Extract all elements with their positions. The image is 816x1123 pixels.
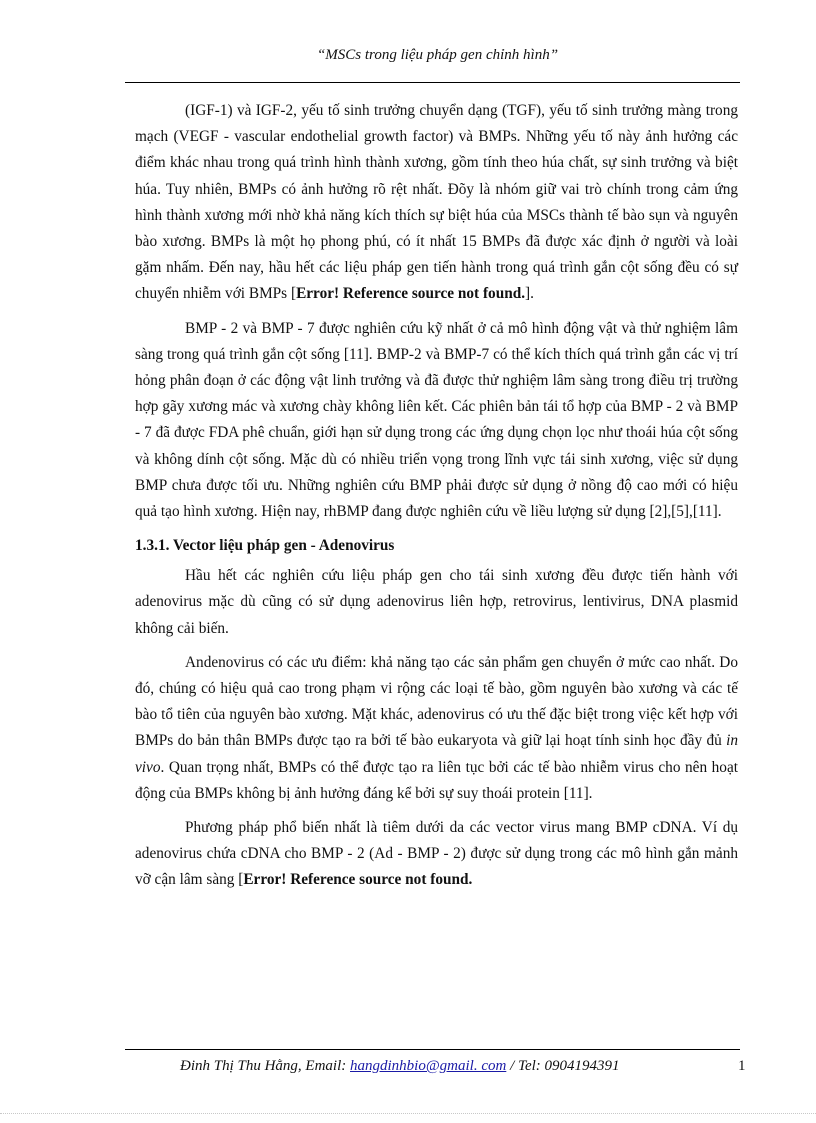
paragraph-growth-factors (135, 98, 738, 308)
header-rule (125, 82, 740, 83)
page-footer (180, 1058, 700, 1075)
page-header-title: “MSCs trong liệu pháp gen chỉnh hình” (316, 47, 559, 63)
italic-term: in vivo (135, 732, 738, 776)
paragraph-adenovirus-advantages (135, 650, 738, 807)
paragraph-bmp2-bmp7: BMP - 2 và BMP - 7 được nghiên cứu kỹ nhất ở cả mô hình động vật và thử nghiệm lâm sàng trong quá trình gắn cột sống [11]. BMP-2 và BMP-7 có thể kích thích quá trình gắn các vị trí hỏng phân đoạn ở các động vật linh trưởng và đã được thử nghiệm lâm sàng trong điều trị trường hợp gãy xương mác và xương chày không liên kết. Các phiên bản tái tổ hợp của BMP - 2 và BMP - 7 đã được FDA phê chuẩn, giới hạn sử dụng trong các ứng dụng chọn lọc như thoái húa cột sống và không dính cột sống. Mặc dù có nhiều triển vọng trong lĩnh vực tái sinh xương, việc sử dụng BMP chưa được tối ưu. Những nghiên cứu BMP phải được sử dụng ở nồng độ cao mới có hiệu quả tạo hình xương. Hiện nay, rhBMP đang được nghiên cứu về liều lượng sử dụng [2],[5],[11]. (135, 319, 738, 521)
paragraph-text: Andenovirus có các ưu điểm: khả năng tạo các sản phẩm gen chuyển ở mức cao nhất. Do đó, chúng có hiệu quả cao trong phạm vi rộng các loại tế bào, gồm nguyên bào xương và các tế bào tổ tiên của nguyên bào xương. Mặt khác, adenovirus có ưu thế đặc biệt trong việc kết hợp với BMPs do bản thân BMPs được tạo ra bởi tế bào eukaryota và giữ lại hoạt tính sinh học đầy đủ (135, 653, 738, 750)
page-number: 1 (738, 1058, 746, 1074)
paragraph-text: ]. (525, 285, 534, 303)
footer-tel: / Tel: 0904194391 (506, 1058, 620, 1074)
paragraph-adenovirus-research: Hầu hết các nghiên cứu liệu pháp gen cho tái sinh xương đều được tiến hành với adenovirus mặc dù cũng có sử dụng adenovirus liên hợp, retrovirus, lentivirus, DNA plasmid không cải biến. (135, 567, 738, 637)
section-heading: 1.3.1. Vector liệu pháp gen - Adenovirus (135, 537, 395, 555)
paragraph-text: Phương pháp phổ biến nhất là tiêm dưới da các vector virus mang BMP cDNA. Ví dụ adenovirus chứa cDNA cho BMP - 2 (Ad - BMP - 2) được sử dụng trong các mô hình gắn mảnh vỡ cận lâm sàng [ (135, 819, 738, 889)
paragraph-text: . Quan trọng nhất, BMPs có thể được tạo ra liên tục bởi các tế bào nhiễm virus cho nên hoạt động của BMPs không bị ảnh hưởng đáng kể bởi sự suy thoái protein [11]. (135, 758, 738, 802)
paragraph-text: (IGF-1) và IGF-2, yếu tố sinh trưởng chuyển dạng (TGF), yếu tố sinh trưởng màng trong mạch (VEGF - vascular endothelial growth factor) và BMPs. Những yếu tố này ảnh hưởng các điểm khác nhau trong quá trình hình thành xương, gồm tính theo húa chất, sự sinh trưởng và biệt húa. Tuy nhiên, BMPs có ảnh hưởng rõ rệt nhất. Đõy là nhóm giữ vai trò chính trong cảm ứng hình thành xương mới nhờ khả năng kích thích sự biệt húa của MSCs thành tế bào sụn và nguyên bào xương. BMPs là một họ phong phú, có ít nhất 15 BMPs đã được xác định ở người và loài gặm nhấm. Đến nay, hầu hết các liệu pháp gen tiến hành trong quá trình gắn cột sống đều có sự chuyển nhiễm với BMPs [ (135, 102, 738, 303)
footer-author: Đinh Thị Thu Hằng, Email: (180, 1058, 351, 1074)
document-body (135, 98, 738, 902)
page-boundary (0, 1113, 816, 1114)
reference-error: Error! Reference source not found. (296, 285, 526, 303)
email-link[interactable]: hangdinhbio@gmail. com (350, 1058, 507, 1074)
reference-error: Error! Reference source not found. (243, 871, 473, 889)
paragraph-common-method (135, 815, 738, 894)
footer-rule (125, 1049, 740, 1050)
